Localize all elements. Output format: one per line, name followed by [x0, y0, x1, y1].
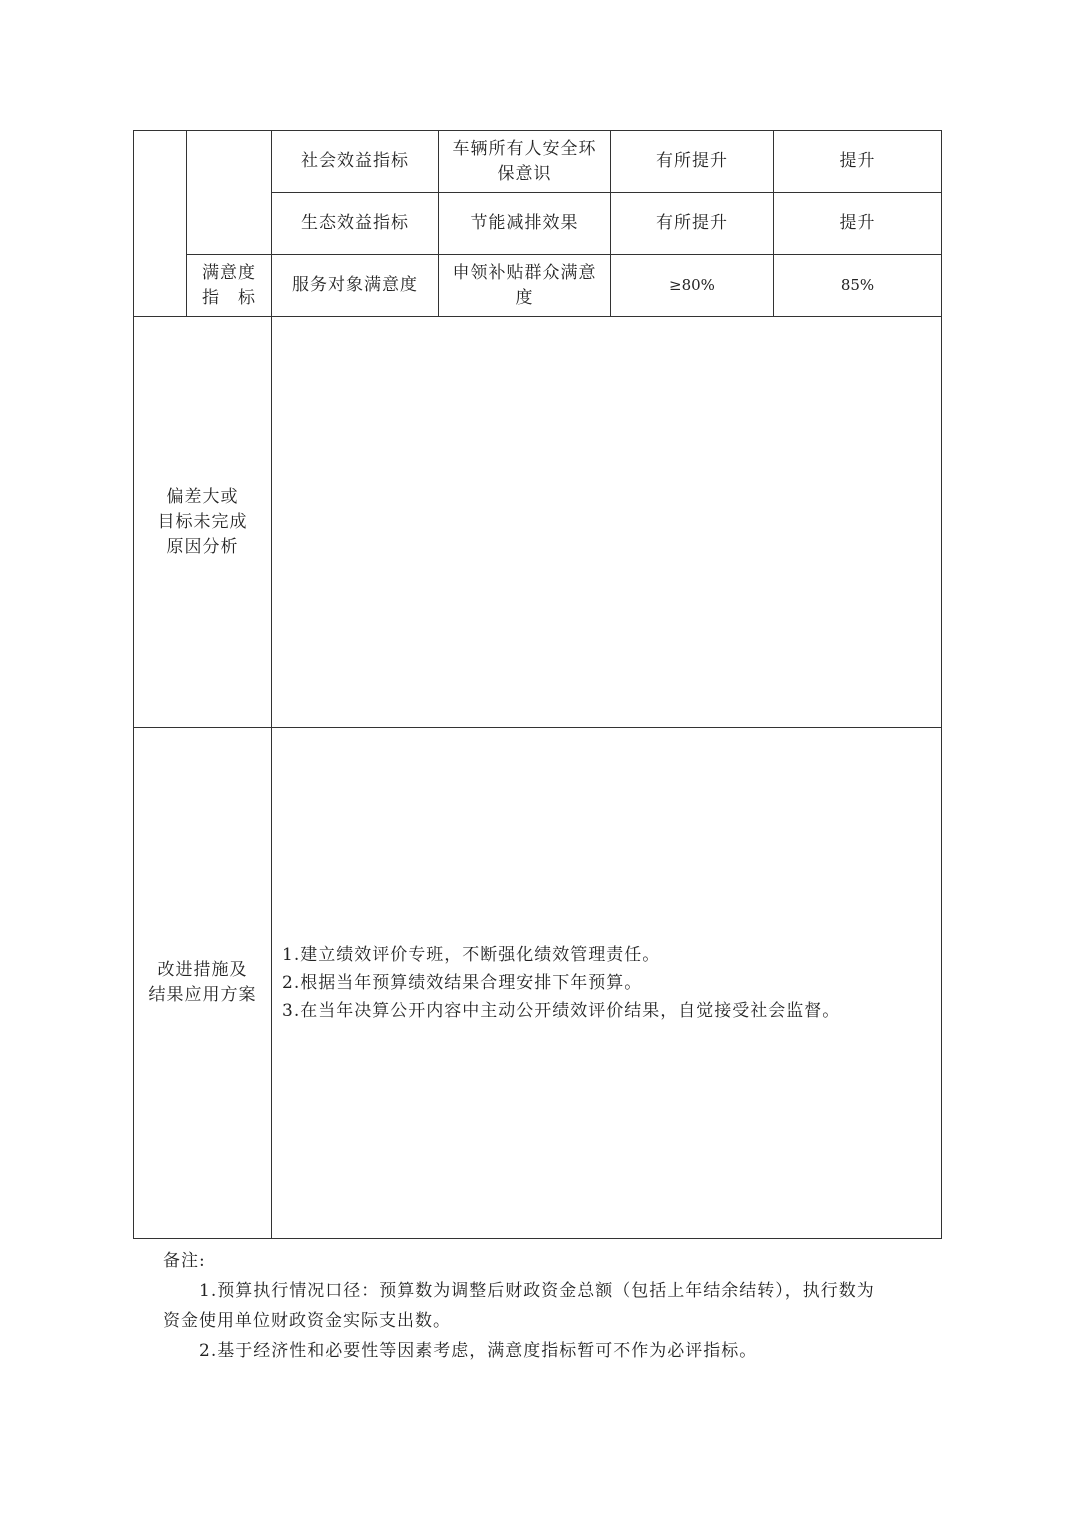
table-row: [134, 131, 942, 193]
content-cell: 申领补贴群众满意 度: [439, 255, 611, 317]
note-1-line-1: 1.预算执行情况口径：预算数为调整后财政资金总额（包括上年结余结转），执行数为: [199, 1281, 875, 1301]
metric-cell: 生态效益指标: [272, 193, 439, 255]
category-cell-satisfaction: 满意度 指 标: [187, 255, 272, 317]
deviation-content: [272, 317, 942, 728]
improvement-row: [134, 728, 942, 1239]
content-cell: 车辆所有人安全环 保意识: [439, 131, 611, 193]
level1-category-cell: [134, 131, 187, 317]
improvement-content: [272, 728, 942, 1239]
improvement-item: 3.在当年决算公开内容中主动公开绩效评价结果，自觉接受社会监督。: [282, 1001, 841, 1021]
target-cell: 有所提升: [611, 131, 774, 193]
target-cell: 有所提升: [611, 193, 774, 255]
notes-section: [163, 1246, 923, 1366]
improvement-item: 2.根据当年预算绩效结果合理安排下年预算。: [282, 973, 643, 993]
note-1-line-2: 资金使用单位财政资金实际支出数。: [163, 1311, 451, 1331]
metric-cell: 服务对象满意度: [272, 255, 439, 317]
level2-category-cell: [187, 131, 272, 255]
note-2: 2.基于经济性和必要性等因素考虑，满意度指标暂可不作为必评指标。: [199, 1341, 758, 1361]
improvement-label: 改进措施及 结果应用方案: [134, 728, 272, 1239]
deviation-row: [134, 317, 942, 728]
actual-cell: 提升: [774, 131, 942, 193]
improvement-item: 1.建立绩效评价专班，不断强化绩效管理责任。: [282, 945, 661, 965]
notes-heading: 备注:: [163, 1251, 206, 1271]
actual-cell: 提升: [774, 193, 942, 255]
target-cell: ≥80%: [611, 255, 774, 317]
content-cell: 节能减排效果: [439, 193, 611, 255]
deviation-label: 偏差大或 目标未完成 原因分析: [134, 317, 272, 728]
performance-table: [133, 130, 942, 1239]
metric-cell: 社会效益指标: [272, 131, 439, 193]
actual-cell: 85%: [774, 255, 942, 317]
table-row: [134, 255, 942, 317]
